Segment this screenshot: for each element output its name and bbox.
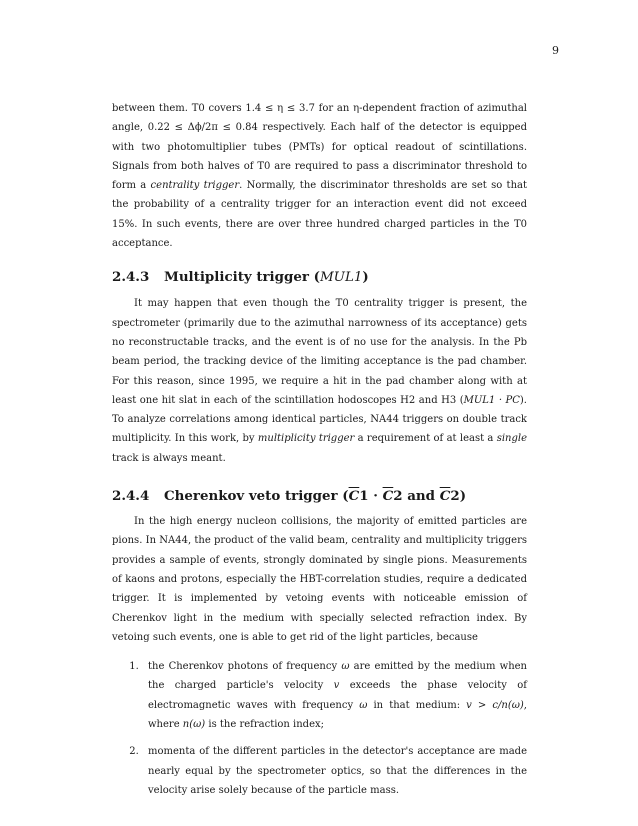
math-v: v	[333, 680, 340, 692]
math-c-bar: C	[348, 488, 360, 505]
paragraph-intro	[112, 99, 527, 253]
math-n-omega: n(ω)	[182, 719, 206, 731]
math-digit: 2	[450, 488, 460, 505]
reasons-list	[112, 657, 527, 800]
section-title-and: and	[402, 488, 440, 505]
math-inequality: v > c/n(ω)	[466, 699, 524, 711]
math-c-bar: C	[382, 488, 394, 505]
emphasis-multiplicity-trigger: multiplicity trigger	[257, 433, 355, 445]
section-title: Multiplicity trigger (	[164, 269, 320, 286]
section-number: 2.4.3	[112, 269, 150, 286]
math-digit: 1	[359, 488, 369, 505]
text-segment: track is always meant.	[112, 452, 226, 464]
emphasis-single: single	[496, 433, 527, 445]
text-segment: is the refraction index;	[205, 719, 325, 731]
page-number: 9	[552, 44, 559, 57]
page-body	[112, 99, 527, 808]
text-segment: ). To analyze correlations among identical particles, NA44 triggers on double track multiplicity. In this work, by	[112, 394, 527, 445]
math-omega: ω	[359, 699, 368, 711]
text-segment: in that medium:	[367, 699, 467, 711]
math-mul1-pc: MUL1 · PC	[463, 394, 520, 406]
text-segment: are emitted by the medium when the charged particle's velocity	[148, 661, 527, 692]
section-title-end: )	[362, 269, 369, 286]
text-segment: a requirement of at least a	[354, 433, 497, 445]
emphasis-centrality-trigger: centrality trigger	[150, 180, 240, 192]
section-title-end: )	[459, 488, 467, 505]
text-segment: exceeds the phase velocity of electromagnetic waves with frequency	[148, 680, 527, 711]
math-c-bar: C	[439, 488, 451, 505]
math-digit: 2	[393, 488, 403, 505]
paragraph-multiplicity	[112, 294, 527, 468]
text-segment: between them. T0 covers 1.4 ≤ η ≤ 3.7 for an η-dependent fraction of azimuthal angle, 0.22 ≤ Δϕ/2π ≤ 0.84 respectively. Each half of the detector is equipped with two photomultiplier tubes (PMTs) for optical readout of scintillations. Signals from both halves of T0 are required to pass a discriminator threshold to form a	[112, 103, 527, 192]
list-item	[142, 657, 527, 734]
paragraph-cherenkov: In the high energy nucleon collisions, the majority of emitted particles are pions. In NA44, the product of the valid beam, centrality and multiplicity triggers provides a sample of events, strongly dominated by single pions. Measurements of kaons and protons, especially the HBT-correlation studies, require a dedicated trigger. It is implemented by vetoing events with noticeable emission of Cherenkov light in the medium with specially selected refraction index. By vetoing such events, one is able to get rid of the light particles, because	[112, 516, 527, 643]
text-segment: . Normally, the discriminator thresholds are set so that the probability of a centrality trigger for an interaction event did not exceed 15%. In such events, there are over three hundred charged particles in the T0 acceptance.	[112, 180, 527, 250]
section-heading-cherenkov	[112, 486, 527, 506]
section-title-em: MUL1	[319, 270, 363, 286]
math-omega: ω	[341, 661, 350, 673]
math-dot: ·	[368, 488, 383, 505]
list-item: 2. momenta of the different particles in the detector's acceptance are made nearly equal by the spectrometer optics, so that the differences in the velocity arise solely because of the particle mass.	[142, 742, 527, 800]
section-heading-multiplicity	[112, 267, 527, 288]
section-title: Cherenkov veto trigger (	[164, 488, 349, 505]
text-segment: It may happen that even though the T0 centrality trigger is present, the spectrometer (primarily due to the azimuthal narrowness of its acceptance) gets no reconstructable tracks, and the event is of no use for the analysis. In the Pb beam period, the tracking device of the limiting acceptance is the pad chamber. For this reason, since 1995, we require a hit in the pad chamber along with at least one hit slat in each of the scintillation hodoscopes H2 and H3 (	[112, 298, 527, 406]
section-number: 2.4.4	[112, 488, 150, 505]
text-segment: , where	[148, 699, 527, 731]
text-segment: the Cherenkov photons of frequency	[148, 661, 342, 673]
